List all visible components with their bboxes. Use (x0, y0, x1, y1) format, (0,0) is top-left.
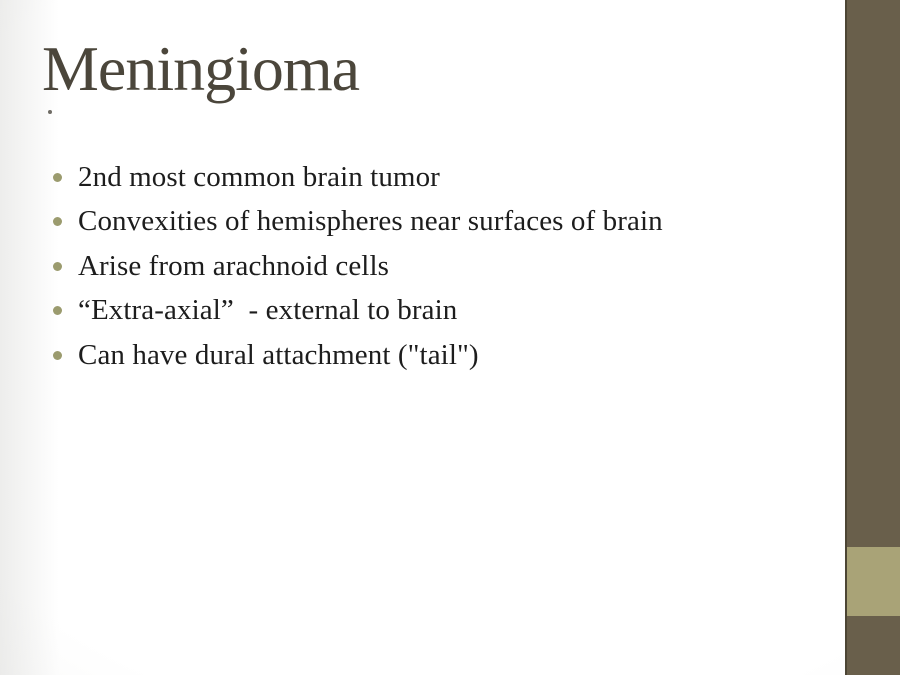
bullet-item (42, 244, 663, 289)
bullet-text: 2nd most common brain tumor (78, 160, 440, 193)
bullet-dot-icon (53, 262, 62, 271)
bullet-item (42, 155, 663, 200)
bullet-text: Arise from arachnoid cells (78, 249, 390, 282)
bullet-dot-icon (53, 217, 62, 226)
bullet-item (42, 333, 663, 378)
bullet-dot-icon (53, 173, 62, 182)
bullet-item (42, 200, 663, 245)
stray-dot (48, 110, 52, 114)
bullet-text: Can have dural attachment ("tail") (78, 338, 479, 371)
sidebar-accent-block (847, 547, 900, 616)
bullet-list (42, 155, 663, 378)
bullet-dot-icon (53, 306, 62, 315)
accent-sidebar (845, 0, 900, 675)
bullet-item (42, 289, 663, 334)
bullet-dot-icon (53, 351, 62, 360)
bullet-text: Convexities of hemispheres near surfaces of brain (78, 205, 663, 238)
bullet-text: “Extra-axial” - external to brain (78, 294, 458, 327)
slide-title: Meningioma (42, 33, 360, 104)
